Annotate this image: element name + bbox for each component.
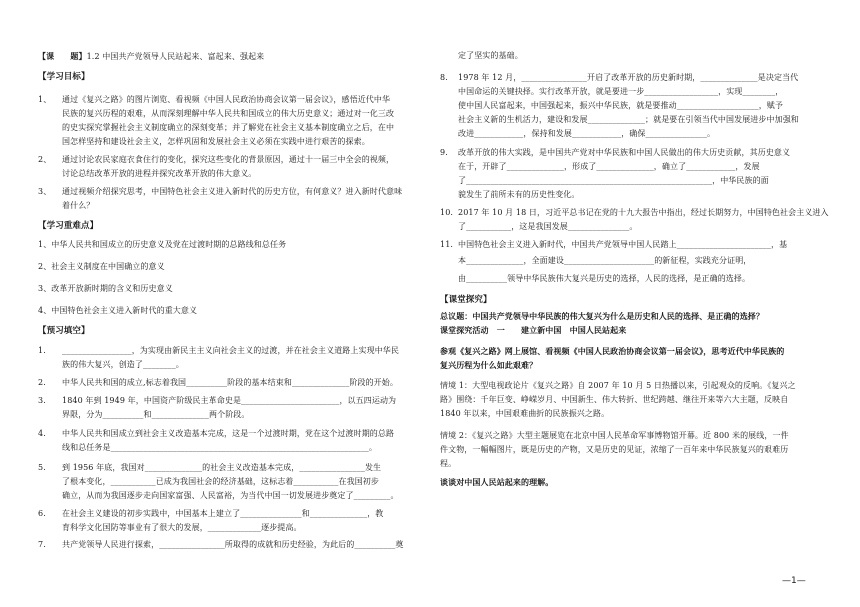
preview-4-num: 4. bbox=[38, 429, 46, 438]
goal-1-num: 1、 bbox=[38, 95, 52, 104]
item-11-line-3: 由__________领导中华民族伟大复兴是历史的选择，人民的选择，是正确的选择。 bbox=[458, 274, 751, 283]
goal-3-num: 3、 bbox=[38, 187, 52, 196]
preview-4-line-2: 线和总任务是_______________________________________________________________。 bbox=[62, 443, 377, 452]
keypoint-3: 3、改革开放新时期的含义和历史意义 bbox=[38, 284, 173, 293]
item-10-num: 10. bbox=[440, 208, 454, 217]
situation-2-line-1: 情境 2：《复兴之路》大型主题展览在北京中国人民革命军事博物馆开幕。近 800 米的展线，一件 bbox=[440, 431, 789, 440]
situation-1-line-2: 路》围绕：千年巨变、峥嵘岁月、中国新生、伟大转折、世纪跨越、继往开来等六大主题，反映自 bbox=[440, 395, 789, 404]
preview-3-line-1: 1840 年到 1949 年，中国资产阶级民主革命史是________________________，以五四运动为 bbox=[62, 396, 397, 405]
item-9-line-4: 貌发生了前所未有的历史性变化。 bbox=[458, 190, 580, 199]
preview-6-num: 6. bbox=[38, 509, 46, 518]
item-8-line-4: 社会主义新的生机活力，建设和发展______________；就是要在引领当代中国发展进步中加强和 bbox=[458, 115, 799, 124]
goal-1-line-4: 国怎样坚持和建设社会主义，怎样巩固和发展社会主义必须在实践中进行艰苦的探索。 bbox=[62, 137, 370, 146]
keypoint-1: 1、中华人民共和国成立的历史意义及党在过渡时期的总路线和总任务 bbox=[38, 240, 287, 249]
preview-1-line-1: _________________，为实现由新民主主义向社会主义的过渡，并在社会主义道路上实现中华民 bbox=[62, 346, 399, 355]
preview-5-line-2: 了根本变化，___________已成为我国社会的经济基础，这标志着___________在我国初步 bbox=[62, 477, 379, 486]
goal-2-line-2: 讨论总结改革开放的进程并探究改革开放的伟大意义。 bbox=[62, 169, 257, 178]
situation-2-line-3: 程。 bbox=[440, 459, 457, 468]
item-9-line-1: 改革开放的伟大实践，是中国共产党对中华民族和中国人民做出的伟大历史贡献，其历史意义 bbox=[458, 148, 791, 157]
preview-2-num: 2. bbox=[38, 378, 46, 387]
preview-6-line-2: 育科学文化国防等事业有了很大的发展，_____________逐步提高。 bbox=[62, 523, 302, 532]
goal-3-line-1: 通过视频介绍探究思考，中国特色社会主义进入新时代的历史方位，有何意义？进入新时代意味 bbox=[62, 187, 403, 196]
continuation-line: 定了坚实的基础。 bbox=[458, 51, 523, 60]
preview-3-num: 3. bbox=[38, 396, 46, 405]
situation-1-line-1: 情境 1：大型电视政论片《复兴之路》自 2007 年 10 月 5 日热播以来，引起观众的反响。《复兴之 bbox=[440, 381, 796, 390]
preview-5-num: 5. bbox=[38, 463, 46, 472]
goal-1-line-3: 的史实探究掌握社会主义制度确立的深刻变革；并了解党在社会主义基本制度确立之后，在中 bbox=[62, 123, 395, 132]
preview-3-line-2: 界限，分为__________和______________两个阶段。 bbox=[62, 410, 250, 419]
explore-heading: 【课堂探究】 bbox=[440, 295, 492, 305]
goal-1-line-2: 民族的复兴历程的艰难，从而深刻理解中华人民共和国成立的伟大历史意义；通过对一化三改 bbox=[62, 109, 395, 118]
goal-2-num: 2、 bbox=[38, 155, 52, 164]
item-8-line-5: 改进____________，保持和发展____________，确保_______________。 bbox=[458, 129, 716, 138]
lesson-title: 1.2 中国共产党领导人民站起来、富起来、强起来 bbox=[86, 52, 265, 61]
item-11-num: 11. bbox=[440, 240, 454, 249]
keypoint-4: 4、中国特色社会主义进入新时代的重大意义 bbox=[38, 306, 198, 315]
page-number: —1— bbox=[782, 576, 806, 586]
keypoint-2: 2、社会主义制度在中国确立的意义 bbox=[38, 262, 165, 271]
preview-7-line-1: 共产党领导人民进行探索，________________所取得的成就和历史经验，为此后的__________奠 bbox=[62, 540, 404, 549]
preview-2-line-1: 中华人民共和国的成立,标志着我国__________阶段的基本结束和______________阶段的开始。 bbox=[62, 378, 398, 387]
item-8-line-3: 使中国人民富起来，中国强起来，振兴中华民族，就是要推动____________________，赋予 bbox=[458, 101, 783, 110]
lesson-label: 【课 题】 bbox=[38, 51, 87, 61]
preview-7-num: 7. bbox=[38, 540, 46, 549]
preview-6-line-1: 在社会主义建设的初步实践中，中国基本上建立了_______________和______________，教 bbox=[62, 509, 384, 518]
preview-4-line-1: 中华人民共和国成立到社会主义改造基本完成，这是一个过渡时期，党在这个过渡时期的总路 bbox=[62, 429, 395, 438]
item-10-line-1: 2017 年 10 月 18 日，习近平总书记在党的十九大报告中指出，经过长期努力，中国特色社会主义进入 bbox=[458, 208, 829, 217]
item-8-line-1: 1978 年 12 月，________________开启了改革开放的历史新时期，______________是决定当代 bbox=[458, 73, 799, 82]
situation-2-line-2: 件文物，一幅幅图片，既是历史的产物，又是历史的见证，浓缩了一百年来中华民族复兴的艰难历 bbox=[440, 445, 789, 454]
explore-prompt-line-2: 复兴历程为什么如此艰难？ bbox=[440, 360, 538, 370]
item-8-num: 8. bbox=[440, 73, 448, 82]
item-10-line-2: 了___________，这是我国发展_______________。 bbox=[458, 222, 638, 231]
goal-1-line-1: 通过《复兴之路》的图片浏览、看视频《中国人民政治协商会议第一届会议》，感悟近代中华 bbox=[62, 95, 391, 104]
item-9-line-2: 在于，开辟了______________，形成了______________，确立了____________，发展 bbox=[458, 162, 760, 171]
item-11-line-1: 中国特色社会主义进入新时代，中国共产党领导中国人民踏上_______________________，基 bbox=[458, 240, 788, 249]
keypoints-heading: 【学习重难点】 bbox=[38, 221, 99, 231]
preview-1-line-2: 族的伟大复兴，创造了________。 bbox=[62, 360, 184, 369]
explore-activity: 课堂探究活动 一 建立新中国 中国人民站起来 bbox=[440, 325, 627, 335]
item-11-line-2: 本______________，全面建设______________________的新征程，实践充分证明， bbox=[458, 256, 752, 265]
goal-2-line-1: 通过讨论农民家庭衣食住行的变化，探究这些变化的背景原因，通过十一届三中全会的视频， bbox=[62, 155, 395, 164]
item-9-num: 9. bbox=[440, 148, 448, 157]
explore-topic: 总议题：中国共产党领导中华民族的伟大复兴为什么是历史和人民的选择、是正确的选择？ bbox=[440, 311, 764, 321]
explore-prompt-line-1: 参观《复兴之路》网上展馆、看视频《中国人民政治协商会议第一届会议》，思考近代中华民族的 bbox=[440, 346, 785, 356]
preview-1-num: 1. bbox=[38, 346, 46, 355]
goals-heading: 【学习目标】 bbox=[38, 72, 90, 82]
preview-heading: 【预习填空】 bbox=[38, 326, 90, 336]
preview-5-line-3: 确立，从而为我国逐步走向国家富强、人民富裕，为当代中国一切发展进步奠定了_________。 bbox=[62, 491, 399, 500]
goal-3-line-2: 着什么？ bbox=[62, 201, 95, 210]
discussion-prompt: 谈谈对中国人民站起来的理解。 bbox=[440, 477, 554, 487]
item-8-line-2: 中国命运的关键抉择。实行改革开放，就是要进一步__________________，实现________， bbox=[458, 87, 784, 96]
lesson-header bbox=[38, 49, 264, 64]
preview-5-line-1: 到 1956 年底，我国对______________的社会主义改造基本完成，________________发生 bbox=[62, 463, 382, 472]
item-9-line-3: 了____________________________________________________________，中华民族的面 bbox=[458, 176, 769, 185]
situation-1-line-3: 1840 年以来，中国艰难曲折的民族振兴之路。 bbox=[440, 409, 610, 418]
